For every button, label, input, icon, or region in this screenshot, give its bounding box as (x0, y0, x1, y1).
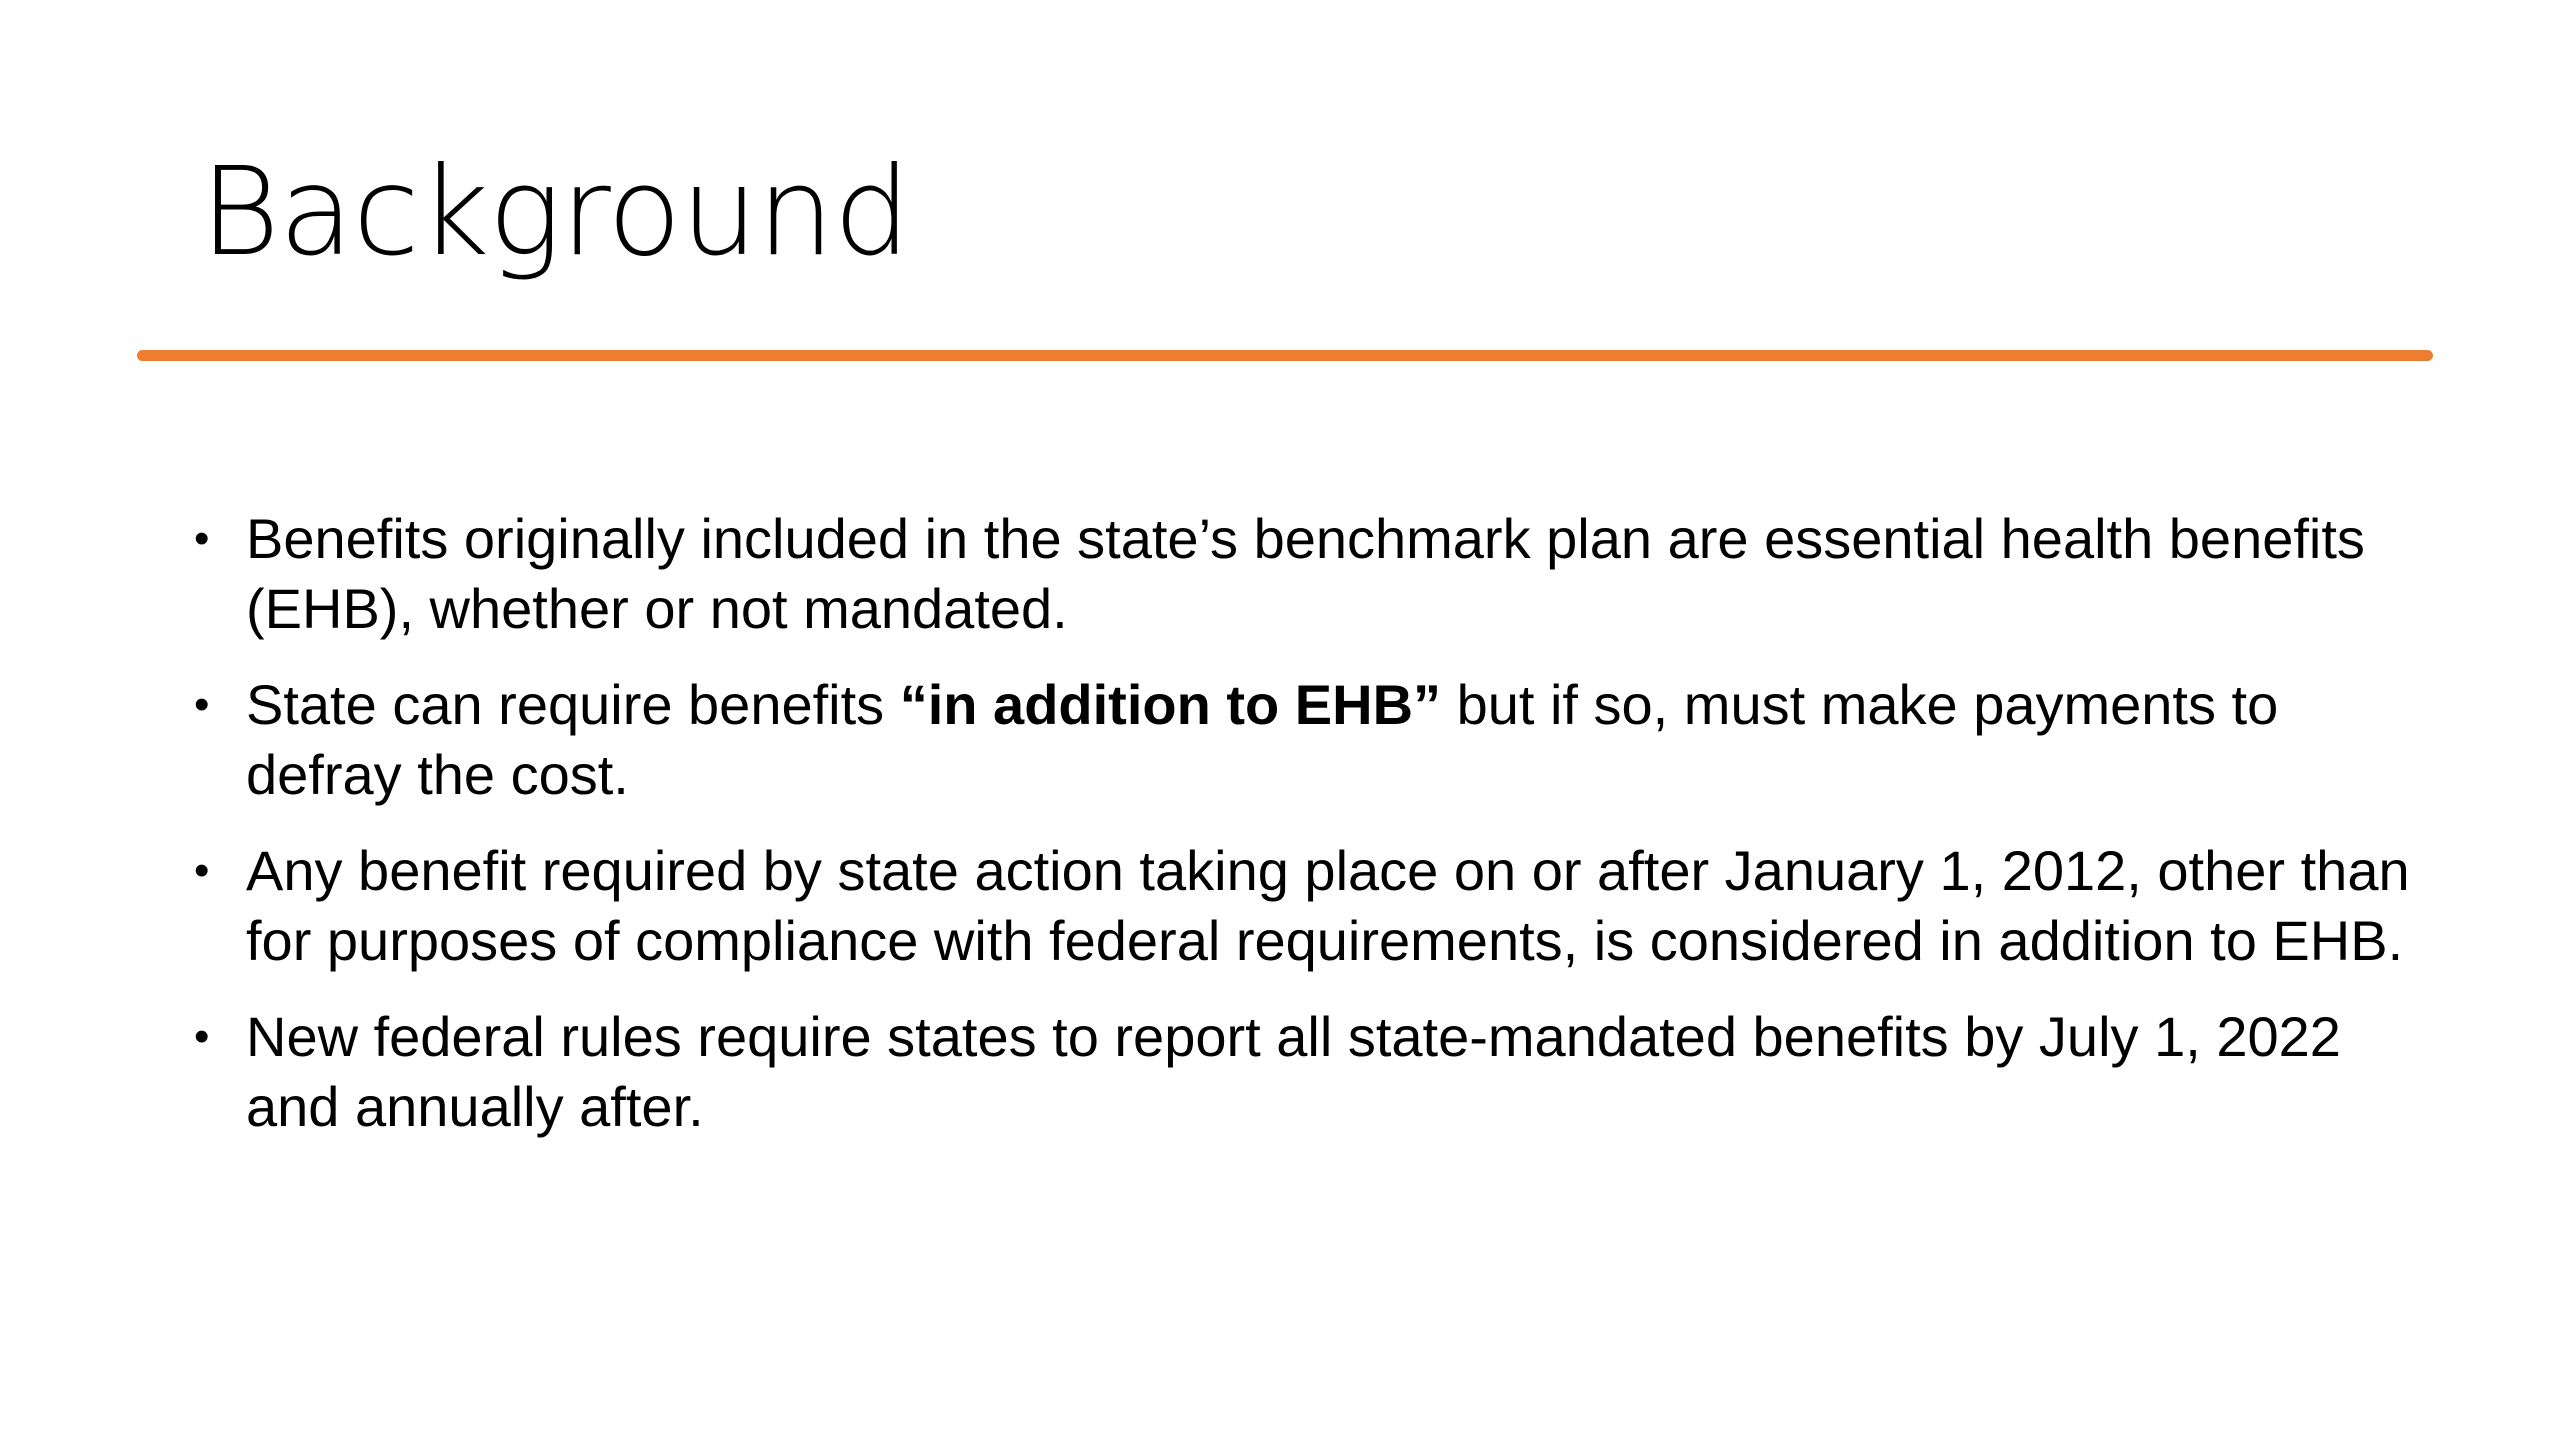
bullet-text (246, 673, 2278, 806)
bullet-item-4 (190, 1002, 2420, 1142)
bullet-text-part: but if so, must make payments to defray the cost. (246, 673, 2279, 806)
bullet-text: New federal rules require states to report all state-mandated benefits by July 1, 2022 and annually after. (246, 1005, 2341, 1138)
bullet-icon: • (194, 1012, 210, 1061)
bullet-item-3 (190, 836, 2420, 976)
bullet-item-2 (190, 670, 2420, 810)
bullet-item-1 (190, 504, 2420, 644)
bullet-icon: • (194, 680, 210, 729)
bullet-text-emphasis: “in addition to EHB” (899, 673, 1442, 736)
bullet-icon: • (194, 846, 210, 895)
bullet-text: Any benefit required by state action taking place on or after January 1, 2012, other than for purposes of compliance with federal requirements, is considered in addition to EHB. (246, 839, 2410, 972)
slide-title: Background (200, 141, 910, 283)
title-divider-line (137, 350, 2433, 361)
bullet-list (190, 504, 2420, 1168)
bullet-icon: • (194, 514, 210, 563)
bullet-text: Benefits originally included in the state’s benchmark plan are essential health benefits (EHB), whether or not mandated. (246, 507, 2365, 640)
bullet-text-part: State can require benefits (246, 673, 900, 736)
